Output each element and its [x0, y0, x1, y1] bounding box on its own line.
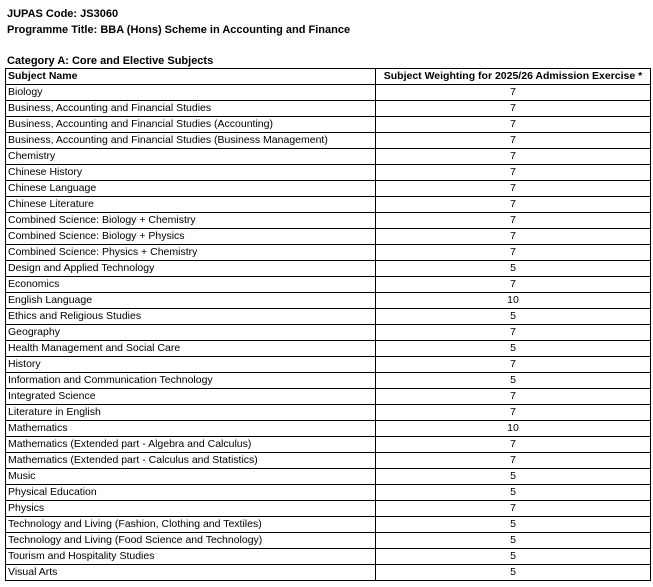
- table-row: [6, 277, 651, 293]
- table-row: [6, 469, 651, 485]
- table-row: [6, 517, 651, 533]
- table-row: [6, 437, 651, 453]
- subject-weight-cell: 7: [376, 389, 651, 405]
- column-header-subject-weighting: Subject Weighting for 2025/26 Admission Exercise *: [376, 69, 651, 85]
- subject-name-cell: Combined Science: Biology + Chemistry: [6, 213, 376, 229]
- subject-name-cell: Technology and Living (Food Science and Technology): [6, 533, 376, 549]
- subject-name-cell: Chinese Language: [6, 181, 376, 197]
- subject-weight-cell: 7: [376, 277, 651, 293]
- table-row: [6, 501, 651, 517]
- table-row: [6, 133, 651, 149]
- table-row: [6, 405, 651, 421]
- table-row: [6, 293, 651, 309]
- subject-weight-cell: 5: [376, 261, 651, 277]
- table-row: [6, 357, 651, 373]
- subject-name-cell: Physical Education: [6, 485, 376, 501]
- subject-name-cell: Business, Accounting and Financial Studies: [6, 101, 376, 117]
- table-row: [6, 261, 651, 277]
- subject-weight-cell: 7: [376, 149, 651, 165]
- subject-weight-cell: 7: [376, 437, 651, 453]
- table-row: [6, 149, 651, 165]
- column-header-subject-name: Subject Name: [6, 69, 376, 85]
- subject-weight-cell: 7: [376, 101, 651, 117]
- subject-weight-cell: 7: [376, 325, 651, 341]
- subject-name-cell: Health Management and Social Care: [6, 341, 376, 357]
- subject-weight-cell: 7: [376, 165, 651, 181]
- table-row: [6, 325, 651, 341]
- subject-name-cell: Ethics and Religious Studies: [6, 309, 376, 325]
- table-row: [6, 245, 651, 261]
- subject-name-cell: Combined Science: Physics + Chemistry: [6, 245, 376, 261]
- table-row: [6, 117, 651, 133]
- table-row: [6, 229, 651, 245]
- subject-name-cell: Design and Applied Technology: [6, 261, 376, 277]
- jupas-code: JUPAS Code: JS3060: [7, 8, 119, 20]
- table-row: [6, 181, 651, 197]
- subject-name-cell: Mathematics (Extended part - Calculus and Statistics): [6, 453, 376, 469]
- table-row: [6, 533, 651, 549]
- subject-name-cell: Economics: [6, 277, 376, 293]
- subject-weight-cell: 7: [376, 405, 651, 421]
- subject-name-cell: Technology and Living (Fashion, Clothing and Textiles): [6, 517, 376, 533]
- table-body: [6, 85, 651, 581]
- table-row: [6, 549, 651, 565]
- subject-name-cell: Chinese History: [6, 165, 376, 181]
- table-row: [6, 421, 651, 437]
- subject-name-cell: Music: [6, 469, 376, 485]
- subject-weight-cell: 7: [376, 453, 651, 469]
- table-row: [6, 309, 651, 325]
- subject-weight-cell: 7: [376, 197, 651, 213]
- subject-weight-cell: 10: [376, 421, 651, 437]
- subject-name-cell: English Language: [6, 293, 376, 309]
- subject-name-cell: Chemistry: [6, 149, 376, 165]
- subject-name-cell: Chinese Literature: [6, 197, 376, 213]
- subject-weighting-table: [5, 68, 651, 581]
- subject-weight-cell: 7: [376, 181, 651, 197]
- subject-weight-cell: 7: [376, 229, 651, 245]
- subject-name-cell: Mathematics: [6, 421, 376, 437]
- subject-name-cell: Geography: [6, 325, 376, 341]
- subject-weight-cell: 5: [376, 373, 651, 389]
- subject-weight-cell: 7: [376, 133, 651, 149]
- subject-name-cell: History: [6, 357, 376, 373]
- table-row: [6, 485, 651, 501]
- table-row: [6, 565, 651, 581]
- subject-weight-cell: 7: [376, 213, 651, 229]
- table-row: [6, 453, 651, 469]
- subject-name-cell: Integrated Science: [6, 389, 376, 405]
- subject-weight-cell: 7: [376, 357, 651, 373]
- table-row: [6, 165, 651, 181]
- subject-name-cell: Physics: [6, 501, 376, 517]
- subject-weight-cell: 5: [376, 485, 651, 501]
- subject-weight-cell: 5: [376, 469, 651, 485]
- table-row: [6, 389, 651, 405]
- subject-name-cell: Information and Communication Technology: [6, 373, 376, 389]
- subject-name-cell: Mathematics (Extended part - Algebra and Calculus): [6, 437, 376, 453]
- category-heading: Category A: Core and Elective Subjects: [7, 55, 214, 67]
- subject-weight-cell: 7: [376, 245, 651, 261]
- subject-weight-cell: 5: [376, 341, 651, 357]
- subject-weight-cell: 10: [376, 293, 651, 309]
- subject-name-cell: Business, Accounting and Financial Studies (Business Management): [6, 133, 376, 149]
- table-header-row: [6, 69, 651, 85]
- subject-name-cell: Visual Arts: [6, 565, 376, 581]
- subject-weight-cell: 7: [376, 117, 651, 133]
- table-row: [6, 197, 651, 213]
- subject-name-cell: Literature in English: [6, 405, 376, 421]
- table-row: [6, 101, 651, 117]
- programme-title: Programme Title: BBA (Hons) Scheme in Accounting and Finance: [7, 24, 351, 36]
- subject-weight-cell: 5: [376, 549, 651, 565]
- subject-weight-cell: 7: [376, 501, 651, 517]
- table-row: [6, 213, 651, 229]
- subject-name-cell: Business, Accounting and Financial Studies (Accounting): [6, 117, 376, 133]
- subject-weight-cell: 5: [376, 309, 651, 325]
- subject-weight-cell: 5: [376, 565, 651, 581]
- table-row: [6, 341, 651, 357]
- subject-name-cell: Tourism and Hospitality Studies: [6, 549, 376, 565]
- table-row: [6, 373, 651, 389]
- subject-name-cell: Combined Science: Biology + Physics: [6, 229, 376, 245]
- table-row: [6, 85, 651, 101]
- subject-weight-cell: 5: [376, 533, 651, 549]
- subject-name-cell: Biology: [6, 85, 376, 101]
- subject-weight-cell: 5: [376, 517, 651, 533]
- subject-weight-cell: 7: [376, 85, 651, 101]
